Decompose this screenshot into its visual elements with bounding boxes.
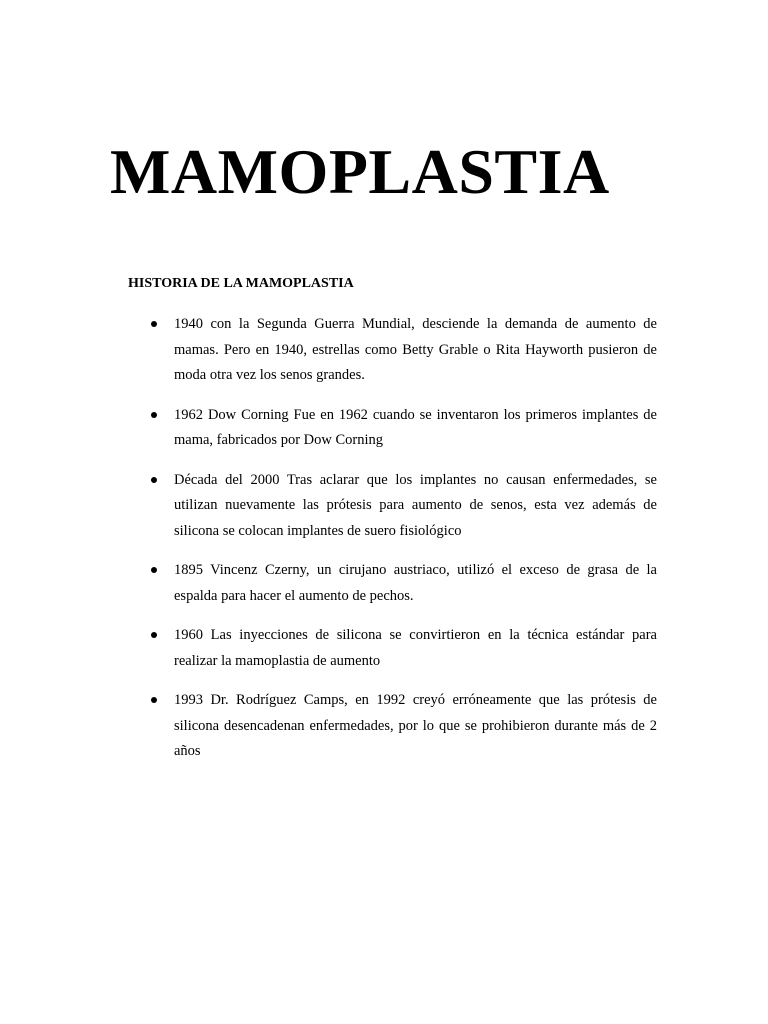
bullet-icon <box>151 321 157 327</box>
list-item <box>0 312 768 389</box>
list-item <box>0 688 768 765</box>
bullet-icon <box>151 412 157 418</box>
bullet-icon <box>151 477 157 483</box>
list-item <box>0 403 768 454</box>
list-item <box>0 468 768 545</box>
section-heading: HISTORIA DE LA MAMOPLASTIA <box>128 276 354 291</box>
bullet-icon <box>151 697 157 703</box>
list-item-text: 1895 Vincenz Czerny, un cirujano austriaco, utilizó el exceso de grasa de la espalda para hacer el aumento de pechos. <box>174 562 657 604</box>
document-title: MAMOPLASTIA <box>110 136 610 207</box>
bullet-icon <box>151 567 157 573</box>
list-item <box>0 558 768 609</box>
history-bullet-list <box>0 312 768 779</box>
list-item-text: 1993 Dr. Rodríguez Camps, en 1992 creyó erróneamente que las prótesis de silicona desencadenan enfermedades, por lo que se prohibieron durante más de 2 años <box>174 692 657 759</box>
list-item-text: 1960 Las inyecciones de silicona se convirtieron en la técnica estándar para realizar la mamoplastia de aumento <box>174 627 657 669</box>
bullet-icon <box>151 632 157 638</box>
list-item-text: 1962 Dow Corning Fue en 1962 cuando se inventaron los primeros implantes de mama, fabricados por Dow Corning <box>174 406 657 448</box>
list-item-text: Década del 2000 Tras aclarar que los implantes no causan enfermedades, se utilizan nuevamente las prótesis para aumento de senos, esta vez además de silicona se colocan implantes de suero fisiológico <box>174 471 657 539</box>
list-item <box>0 623 768 674</box>
list-item-text: 1940 con la Segunda Guerra Mundial, desciende la demanda de aumento de mamas. Pero en 1940, estrellas como Betty Grable o Rita Hayworth pusieron de moda otra vez los senos grandes. <box>174 316 657 383</box>
